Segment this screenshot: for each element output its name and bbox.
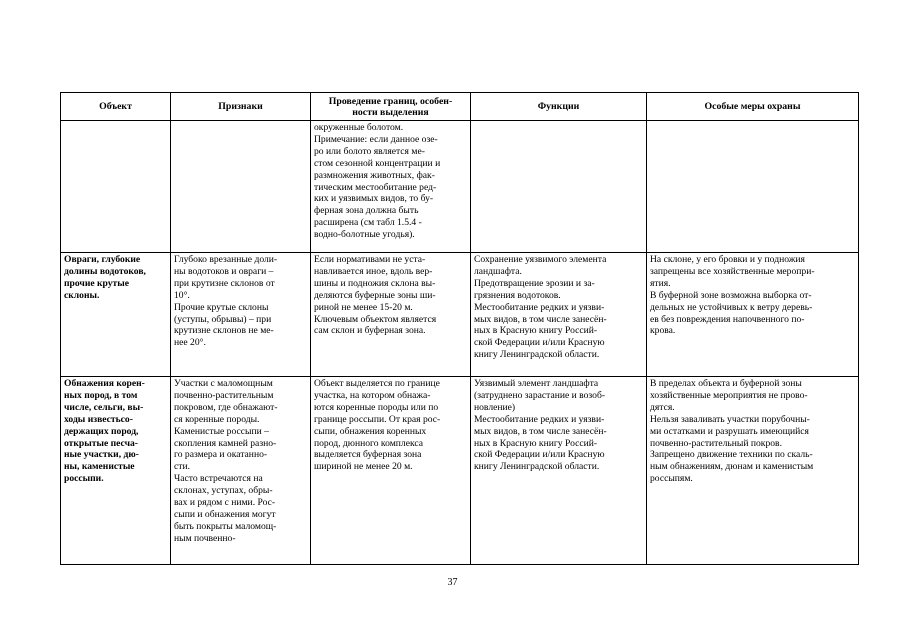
cell-protection: На склоне, у его бровки и у подножия запрещены все хозяйственные меропри- ятия. В буферной зоне возможна выборка от- дельных не устойчивых к ветру деревь- ев без повреждения напочвенного по- крова. <box>647 253 859 377</box>
table-row <box>61 253 859 377</box>
header-features: Признаки <box>171 93 311 121</box>
cell-features: Участки с маломощным почвенно-растительным покровом, где обнажают- ся коренные породы. Каменистые россыпи – скопления камней разно- го размера и окатанно- сти. Часто встречаются на склонах, уступах, обры- вах и рядом с ними. Рос- сыпи и обнажения могут быть покрыты маломощ- ным почвенно- <box>171 377 311 565</box>
table-row <box>61 121 859 253</box>
cell-object <box>61 121 171 253</box>
cell-protection: В пределах объекта и буферной зоны хозяйственные мероприятия не прово- дятся. Нельзя заваливать участки порубочны- ми остатками и разрушать имеющийся почвенно-растительный покров. Запрещено движение техники по скаль- ным обнажениям, дюнам и каменистым россыпям. <box>647 377 859 565</box>
cell-functions <box>471 121 647 253</box>
protection-measures-table <box>60 92 859 565</box>
header-object: Объект <box>61 93 171 121</box>
cell-boundaries: окруженные болотом. Примечание: если данное озе- ро или болото является ме- стом сезонной концентрации и размножения животных, фак- тическим местообитание ред- ких и уязвимых видов, то бу- ферная зона должна быть расширена (см табл 1.5.4 - водно-болотные угодья). <box>311 121 471 253</box>
cell-protection <box>647 121 859 253</box>
table-row <box>61 377 859 565</box>
header-boundaries: Проведение границ, особен- ности выделения <box>311 93 471 121</box>
page-number: 37 <box>447 577 458 588</box>
cell-features: Глубоко врезанные доли- ны водотоков и овраги – при крутизне склонов от 10°. Прочие крутые склоны (уступы, обрывы) – при крутизне склонов не ме- нее 20°. <box>171 253 311 377</box>
cell-object: Обнажения корен- ных пород, в том числе, сельги, вы- ходы известьсо- держащих пород, открытые песча- ные участки, дю- ны, каменистые россыпи. <box>61 377 171 565</box>
cell-boundaries: Если нормативами не уста- навливается иное, вдоль вер- шины и подножия склона вы- деляются буферные зоны ши- риной не менее 15-20 м. Ключевым объектом является сам склон и буферная зона. <box>311 253 471 377</box>
table-header-row <box>61 93 859 121</box>
cell-boundaries: Объект выделяется по границе участка, на котором обнажа- ются коренные породы или по границе россыпи. От края рос- сыпи, обнажения коренных пород, дюнного комплекса выделяется буферная зона шириной не менее 20 м. <box>311 377 471 565</box>
cell-features <box>171 121 311 253</box>
cell-object: Овраги, глубокие долины водотоков, прочие крутые склоны. <box>61 253 171 377</box>
header-functions: Функции <box>471 93 647 121</box>
cell-functions: Сохранение уязвимого элемента ландшафта. Предотвращение эрозии и за- грязнения водотоков. Местообитание редких и уязви- мых видов, в том числе занесён- ных в Красную книгу Россий- ской Федерации и/или Красную книгу Ленинградской области. <box>471 253 647 377</box>
cell-functions: Уязвимый элемент ландшафта (затруднено зарастание и возоб- новление) Местообитание редких и уязви- мых видов, в том числе занесён- ных в Красную книгу Россий- ской Федерации и/или Красную книгу Ленинградской области. <box>471 377 647 565</box>
header-protection: Особые меры охраны <box>647 93 859 121</box>
